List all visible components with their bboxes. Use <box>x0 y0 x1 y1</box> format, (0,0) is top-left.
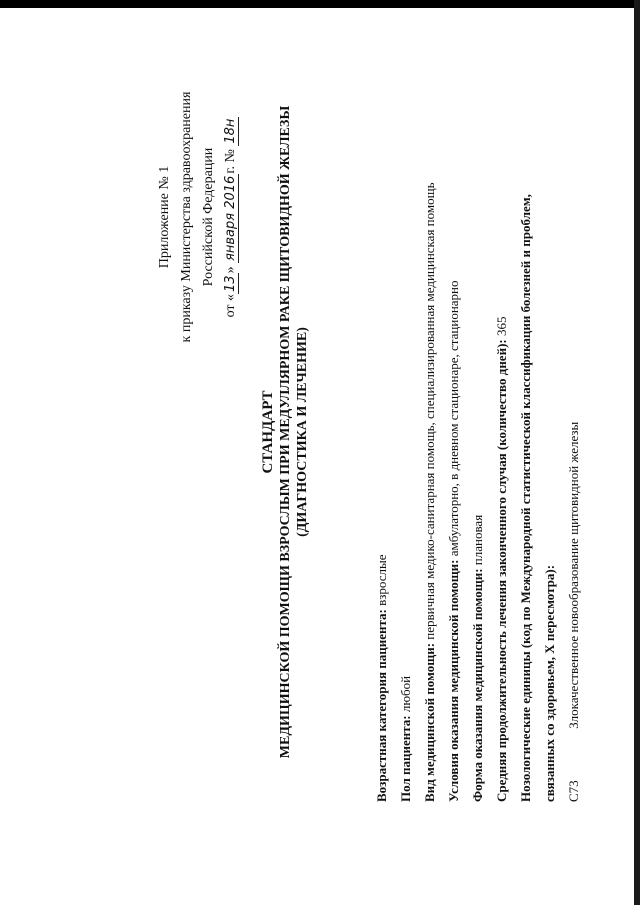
field-sex-label: Пол пациента: <box>398 715 413 802</box>
field-age <box>370 72 394 802</box>
field-nosology-label-2: связанных со здоровьем, X пересмотра): <box>542 564 557 802</box>
appendix-ministry: Российской Федерации <box>201 147 216 287</box>
field-type-label: Вид медицинской помощи: <box>422 642 437 802</box>
order-number: 18н <box>223 118 238 144</box>
document-page <box>140 72 640 832</box>
appendix-number: Приложение № 1 <box>157 165 172 269</box>
field-age-value: взрослые <box>374 554 389 606</box>
field-conditions <box>442 72 466 802</box>
field-form-label: Форма оказания медицинской помощи: <box>470 568 485 802</box>
field-form-value: плановая <box>470 514 485 566</box>
field-duration <box>490 72 514 802</box>
diagnosis-code: C73 <box>566 780 581 802</box>
standard-title <box>260 72 311 792</box>
field-conditions-value: амбулаторно, в дневном стационаре, стационарно <box>446 280 461 557</box>
field-duration-label: Средняя продолжительность лечения законченного случая (количество дней): <box>494 339 509 802</box>
scan-top-edge <box>0 0 640 8</box>
title-subtitle: (ДИАГНОСТИКА И ЛЕЧЕНИЕ) <box>295 327 310 537</box>
field-type-value: первичная медико-санитарная помощь, специализированная медицинская помощь <box>422 182 437 640</box>
diagnosis-row <box>562 72 586 802</box>
appendix-block <box>154 72 242 362</box>
field-type <box>418 72 442 802</box>
title-standard: СТАНДАРТ <box>260 390 276 474</box>
field-duration-value: 365 <box>494 316 509 337</box>
date-prefix: от « <box>223 293 238 318</box>
title-main: МЕДИЦИНСКОЙ ПОМОЩИ ВЗРОСЛЫМ ПРИ МЕДУЛЛЯРНОМ РАКЕ ЩИТОВИДНОЙ ЖЕЛЕЗЫ <box>278 105 293 759</box>
date-month-year: января 2016 <box>223 175 238 261</box>
field-form <box>466 72 490 802</box>
appendix-date-line <box>220 72 242 362</box>
field-nosology-line2 <box>538 72 562 802</box>
field-age-label: Возрастная категория пациента: <box>374 609 389 802</box>
field-sex <box>394 72 418 802</box>
field-nosology-line1 <box>514 72 538 802</box>
field-nosology-label-1: Нозологические единицы (код по Международной статистической классификации болезней и проблем, <box>518 194 533 802</box>
standard-fields <box>370 72 586 802</box>
diagnosis-name: Злокачественное новообразование щитовидной железы <box>566 421 581 729</box>
year-suffix: г. № <box>223 149 238 174</box>
field-conditions-label: Условия оказания медицинской помощи: <box>446 559 461 802</box>
field-sex-value: любой <box>398 675 413 713</box>
date-day: 13 <box>223 275 238 292</box>
date-mid: » <box>223 266 238 274</box>
appendix-order-ref: к приказу Министерства здравоохранения <box>179 91 194 343</box>
